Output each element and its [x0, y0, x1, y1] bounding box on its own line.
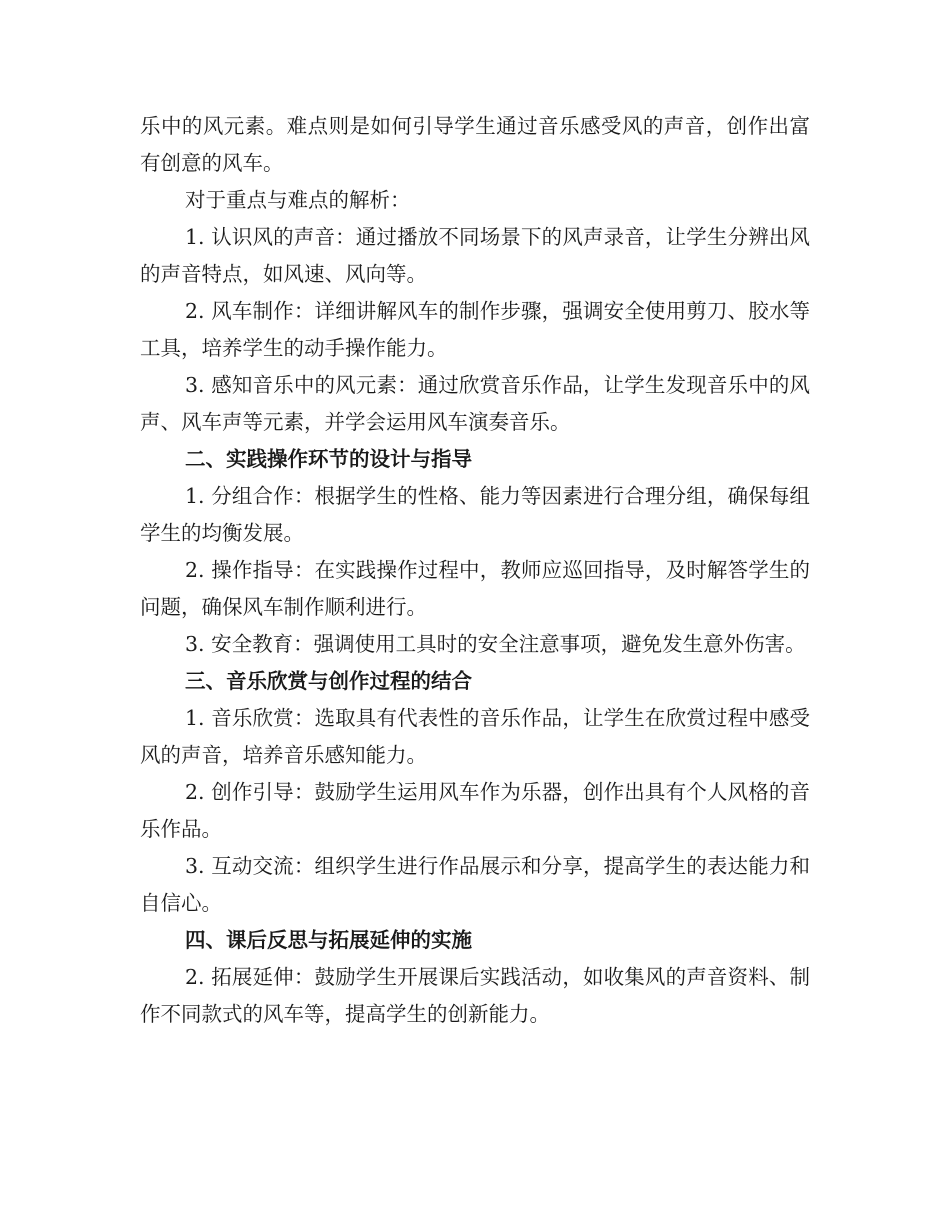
document-body — [140, 108, 810, 1033]
paragraph-item: 3. 互动交流：组织学生进行作品展示和分享，提高学生的表达能力和自信心。 — [140, 854, 810, 915]
paragraph-item: 1. 分组合作：根据学生的性格、能力等因素进行合理分组，确保每组学生的均衡发展。 — [140, 484, 810, 545]
section-heading: 三、音乐欣赏与创作过程的结合 — [185, 669, 472, 693]
paragraph-item: 1. 认识风的声音：通过播放不同场景下的风声录音，让学生分辨出风的声音特点，如风速、风向等。 — [140, 225, 810, 286]
paragraph-item: 3. 安全教育：强调使用工具时的安全注意事项，避免发生意外伤害。 — [185, 632, 806, 656]
paragraph-analysis-lead: 对于重点与难点的解析： — [185, 188, 411, 212]
paragraph-intro-continued: 乐中的风元素。难点则是如何引导学生通过音乐感受风的声音，创作出富有创意的风车。 — [140, 114, 810, 175]
paragraph-item: 2. 创作引导：鼓励学生运用风车作为乐器，创作出具有个人风格的音乐作品。 — [140, 780, 810, 841]
paragraph-item: 2. 风车制作：详细讲解风车的制作步骤，强调安全使用剪刀、胶水等工具，培养学生的动手操作能力。 — [140, 299, 810, 360]
section-heading: 四、课后反思与拓展延伸的实施 — [185, 928, 472, 952]
paragraph-item: 2. 拓展延伸：鼓励学生开展课后实践活动，如收集风的声音资料、制作不同款式的风车等，提高学生的创新能力。 — [140, 965, 810, 1026]
paragraph-item: 3. 感知音乐中的风元素：通过欣赏音乐作品，让学生发现音乐中的风声、风车声等元素，并学会运用风车演奏音乐。 — [140, 373, 810, 434]
section-heading: 二、实践操作环节的设计与指导 — [185, 447, 472, 471]
paragraph-item: 1. 音乐欣赏：选取具有代表性的音乐作品，让学生在欣赏过程中感受风的声音，培养音乐感知能力。 — [140, 706, 810, 767]
paragraph-item: 2. 操作指导：在实践操作过程中，教师应巡回指导，及时解答学生的问题，确保风车制作顺利进行。 — [140, 558, 810, 619]
